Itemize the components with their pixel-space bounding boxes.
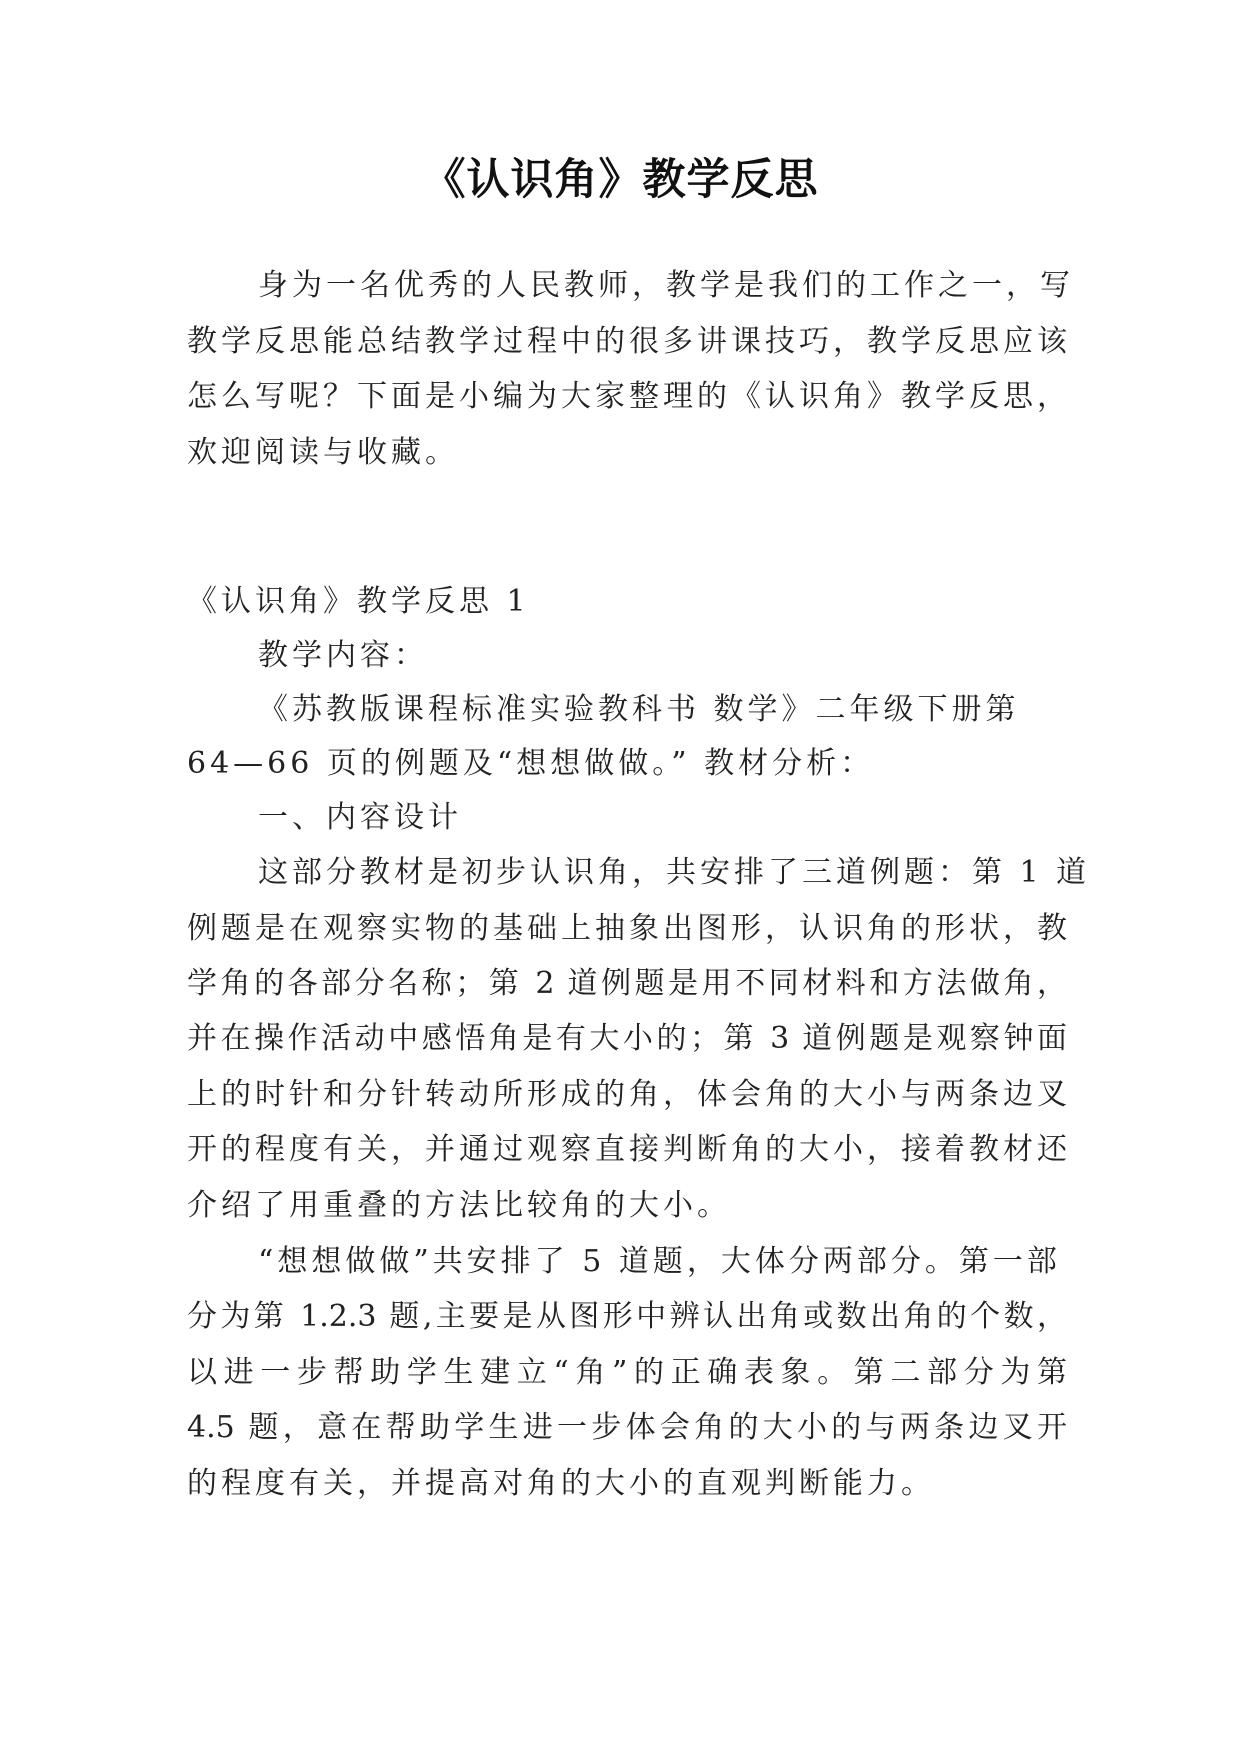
paragraph-line: “想想做做”共安排了 5 道题，大体分两部分。第一部 (258, 1244, 1061, 1279)
content-line: 64—66 页的例题及“想想做做。” 教材分析： (187, 746, 875, 781)
document-title: 《认识角》教学反思 (422, 155, 819, 205)
paragraph-line: 的程度有关，并提高对角的大小的直观判断能力。 (187, 1466, 935, 1501)
intro-line: 怎么写呢？下面是小编为大家整理的《认识角》教学反思， (187, 379, 1067, 414)
intro-line: 欢迎阅读与收藏。 (187, 435, 459, 470)
paragraph-line: 学角的各部分名称；第 2 道例题是用不同材料和方法做角， (187, 966, 1067, 1001)
intro-line: 教学反思能总结教学过程中的很多讲课技巧，教学反思应该 (187, 324, 1067, 359)
paragraph-line: 介绍了用重叠的方法比较角的大小。 (187, 1188, 731, 1223)
paragraph-line: 以进一步帮助学生建立“角”的正确表象。第二部分为第 (187, 1355, 1067, 1390)
paragraph-line: 例题是在观察实物的基础上抽象出图形，认识角的形状，教 (187, 911, 1067, 946)
paragraph-line: 开的程度有关，并通过观察直接判断角的大小，接着教材还 (187, 1132, 1067, 1167)
content-line: 《苏教版课程标准实验教科书 数学》二年级下册第 (258, 692, 1020, 727)
content-label: 教学内容： (258, 638, 428, 673)
paragraph-line: 分为第 1.2.3 题,主要是从图形中辨认出角或数出角的个数， (187, 1299, 1067, 1334)
paragraph-line: 并在操作活动中感悟角是有大小的；第 3 道例题是观察钟面 (187, 1021, 1067, 1056)
subheading: 一、内容设计 (258, 800, 462, 835)
intro-line: 身为一名优秀的人民教师，教学是我们的工作之一，写 (258, 268, 1074, 303)
section-heading: 《认识角》教学反思 1 (187, 584, 530, 619)
paragraph-line: 4.5 题，意在帮助学生进一步体会角的大小的与两条边叉开 (187, 1410, 1067, 1445)
paragraph-line: 这部分教材是初步认识角，共安排了三道例题：第 1 道 (258, 855, 1091, 890)
paragraph-line: 上的时针和分针转动所形成的角，体会角的大小与两条边叉 (187, 1077, 1067, 1112)
